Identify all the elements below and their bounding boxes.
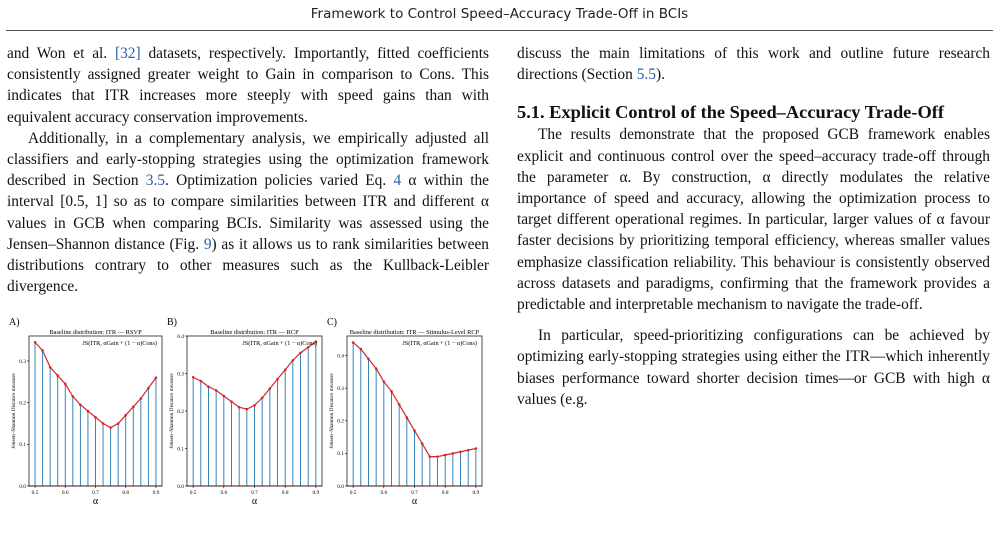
text-run: datasets, respectively. Importantly, fitted coefficients consistently assigned greater weight to Gain in comparison to Cons. This indicates that ITR increases more steeply with speed gains than with equivalent accuracy conservation improvements. [7, 45, 489, 126]
right-column [517, 43, 990, 410]
data-point [230, 400, 233, 403]
y-tick-label: 0.0 [177, 483, 184, 490]
data-point [132, 406, 135, 409]
data-point [413, 429, 416, 432]
panel-title: Baseline distribution: ITR — RCP [210, 329, 299, 336]
data-point [94, 416, 97, 419]
data-point [475, 447, 478, 450]
data-point [72, 395, 75, 398]
section-heading: 5.1. Explicit Control of the Speed–Accuracy Trade-Off [517, 102, 945, 123]
data-point [155, 376, 158, 379]
x-tick-label: 0.5 [31, 490, 39, 496]
data-point [398, 403, 401, 406]
y-axis-label: Jensen–Shannon Distance measure [169, 373, 175, 449]
x-axis-label: α [251, 496, 258, 507]
left-column [7, 43, 489, 297]
text-run: In particular, speed-prioritizing configurations can be achieved by optimizing early-stopping strategies using either the ITR—which inherently biases performance toward shorter decision times—or GCB with high α values (e.g. [517, 327, 990, 408]
data-point [200, 380, 203, 383]
data-point [352, 341, 355, 344]
text-run: Additionally, in a complementary analysis, we empirically adjusted all classifiers and early-stopping strategies using the optimization framework described in Section [7, 129, 489, 190]
reference-link[interactable]: 4 [393, 172, 402, 190]
paragraph [517, 124, 990, 315]
data-point [383, 380, 386, 383]
series-line [35, 342, 156, 427]
data-point [459, 450, 462, 453]
data-point [246, 408, 249, 411]
data-point [207, 385, 210, 388]
x-tick-label: 0.7 [251, 490, 258, 496]
data-point [406, 416, 409, 419]
data-point [375, 367, 378, 370]
panel-title: Baseline distribution: ITR — RSVP [49, 329, 142, 336]
x-tick-label: 0.5 [189, 490, 197, 496]
data-point [87, 410, 90, 413]
data-point [276, 378, 279, 381]
paragraph [517, 43, 990, 85]
data-point [117, 422, 120, 425]
x-tick-label: 0.6 [61, 490, 69, 496]
header-rule [6, 30, 993, 31]
text-run: discuss the main limitations of this work and outline future research directions (Section [517, 45, 990, 84]
y-tick-label: 0.0 [19, 483, 26, 490]
data-point [215, 389, 218, 392]
x-tick-label: 0.8 [441, 490, 449, 496]
text-run: ) as it allows us to rank similarities between distributions contrary to other measures such as the Kullback-Leibler divergence. [7, 235, 489, 296]
data-point [467, 449, 470, 452]
x-tick-label: 0.9 [152, 490, 160, 496]
text-run: . Optimization policies varied Eq. [165, 172, 394, 190]
y-tick-label: 0.2 [177, 408, 184, 415]
panel-label: A) [9, 317, 20, 328]
reference-link[interactable]: 3.5 [145, 172, 166, 190]
x-tick-label: 0.8 [281, 490, 289, 496]
paragraph [7, 43, 489, 128]
x-tick-label: 0.7 [411, 490, 418, 496]
data-point [223, 395, 226, 398]
y-tick-label: 0.2 [337, 418, 344, 425]
x-tick-label: 0.7 [92, 490, 99, 496]
data-point [238, 406, 241, 409]
x-tick-label: 0.6 [380, 490, 388, 496]
data-point [34, 341, 37, 344]
paragraph [517, 325, 990, 410]
data-point [444, 454, 447, 457]
data-point [261, 397, 264, 400]
y-tick-label: 0.4 [177, 333, 184, 340]
y-tick-label: 0.4 [337, 353, 344, 360]
data-point [64, 383, 67, 386]
data-point [367, 358, 370, 361]
y-tick-label: 0.1 [177, 446, 184, 453]
x-axis-label: α [92, 496, 99, 507]
panel-label: B) [167, 317, 177, 328]
x-tick-label: 0.9 [312, 490, 320, 496]
text-run: and Won et al. [7, 45, 115, 62]
y-axis-label: Jensen–Shannon Distance measure [11, 373, 17, 449]
figure-panels [7, 313, 495, 539]
data-point [109, 426, 112, 429]
data-point [192, 376, 195, 379]
y-tick-label: 0.3 [177, 371, 184, 378]
data-point [140, 397, 143, 400]
x-axis-label: α [411, 496, 418, 507]
reference-link[interactable]: [32] [114, 45, 141, 62]
paragraph [7, 128, 489, 298]
data-point [452, 452, 455, 455]
data-point [299, 352, 302, 355]
legend-entry: JS(ITR, αGain + (1 − α)Cons) [82, 340, 157, 347]
text-run: α within the interval [0.5, 1] so as to compare similarities between ITR and different α values in GCB when comparing BCIs. Similarity was assessed using the Jensen–Shannon distance (Fig. [7, 172, 489, 253]
series-line [193, 342, 316, 410]
data-point [147, 387, 150, 390]
y-tick-label: 0.0 [337, 483, 344, 490]
x-tick-label: 0.5 [349, 490, 357, 496]
running-header: Framework to Control Speed–Accuracy Trade-Off in BCIs [310, 6, 689, 22]
panel-title: Baseline distribution: ITR — Stimulus-Level RCP [349, 329, 480, 336]
data-point [360, 348, 363, 351]
y-tick-label: 0.1 [19, 442, 26, 449]
y-tick-label: 0.1 [337, 451, 344, 458]
data-point [253, 404, 256, 407]
text-run: The results demonstrate that the proposed GCB framework enables explicit and continuous control over the speed–accuracy trade-off through the parameter α. By construction, α directly modulates the relative importance of speed and accuracy, allowing the optimization process to target different operational regimes. In particular, larger values of α favour faster decisions by prioritizing temporal efficiency, whereas smaller values emphasize classification reliability. This behaviour is consistently observed across datasets and paradigms, confirming that the framework provides a predictable and interpretable mechanism to navigate the trade-off. [517, 126, 990, 314]
data-point [284, 368, 287, 371]
data-point [124, 414, 127, 417]
reference-link[interactable]: 5.5 [636, 66, 656, 84]
y-tick-label: 0.3 [337, 385, 344, 392]
panel-label: C) [327, 317, 337, 328]
data-point [269, 387, 272, 390]
x-tick-label: 0.8 [122, 490, 130, 496]
reference-link[interactable]: 9 [203, 235, 212, 253]
figure-9 [7, 313, 495, 539]
data-point [292, 359, 295, 362]
x-tick-label: 0.9 [472, 490, 480, 496]
data-point [436, 455, 439, 458]
data-point [421, 442, 424, 445]
legend-entry: JS(ITR, αGain + (1 − α)Cons) [242, 340, 317, 347]
x-tick-label: 0.6 [220, 490, 228, 496]
y-axis-label: Jensen–Shannon Distance measure [329, 373, 335, 449]
data-point [390, 390, 393, 393]
data-point [41, 349, 44, 352]
data-point [56, 374, 59, 377]
y-tick-label: 0.3 [19, 358, 26, 365]
data-point [102, 422, 105, 425]
spacer [517, 85, 990, 101]
y-tick-label: 0.2 [19, 400, 26, 407]
data-point [429, 455, 432, 458]
legend-entry: JS(ITR, αGain + (1 − α)Cons) [402, 340, 477, 347]
data-point [79, 403, 82, 406]
data-point [49, 366, 52, 369]
text-run: ). [655, 66, 665, 84]
